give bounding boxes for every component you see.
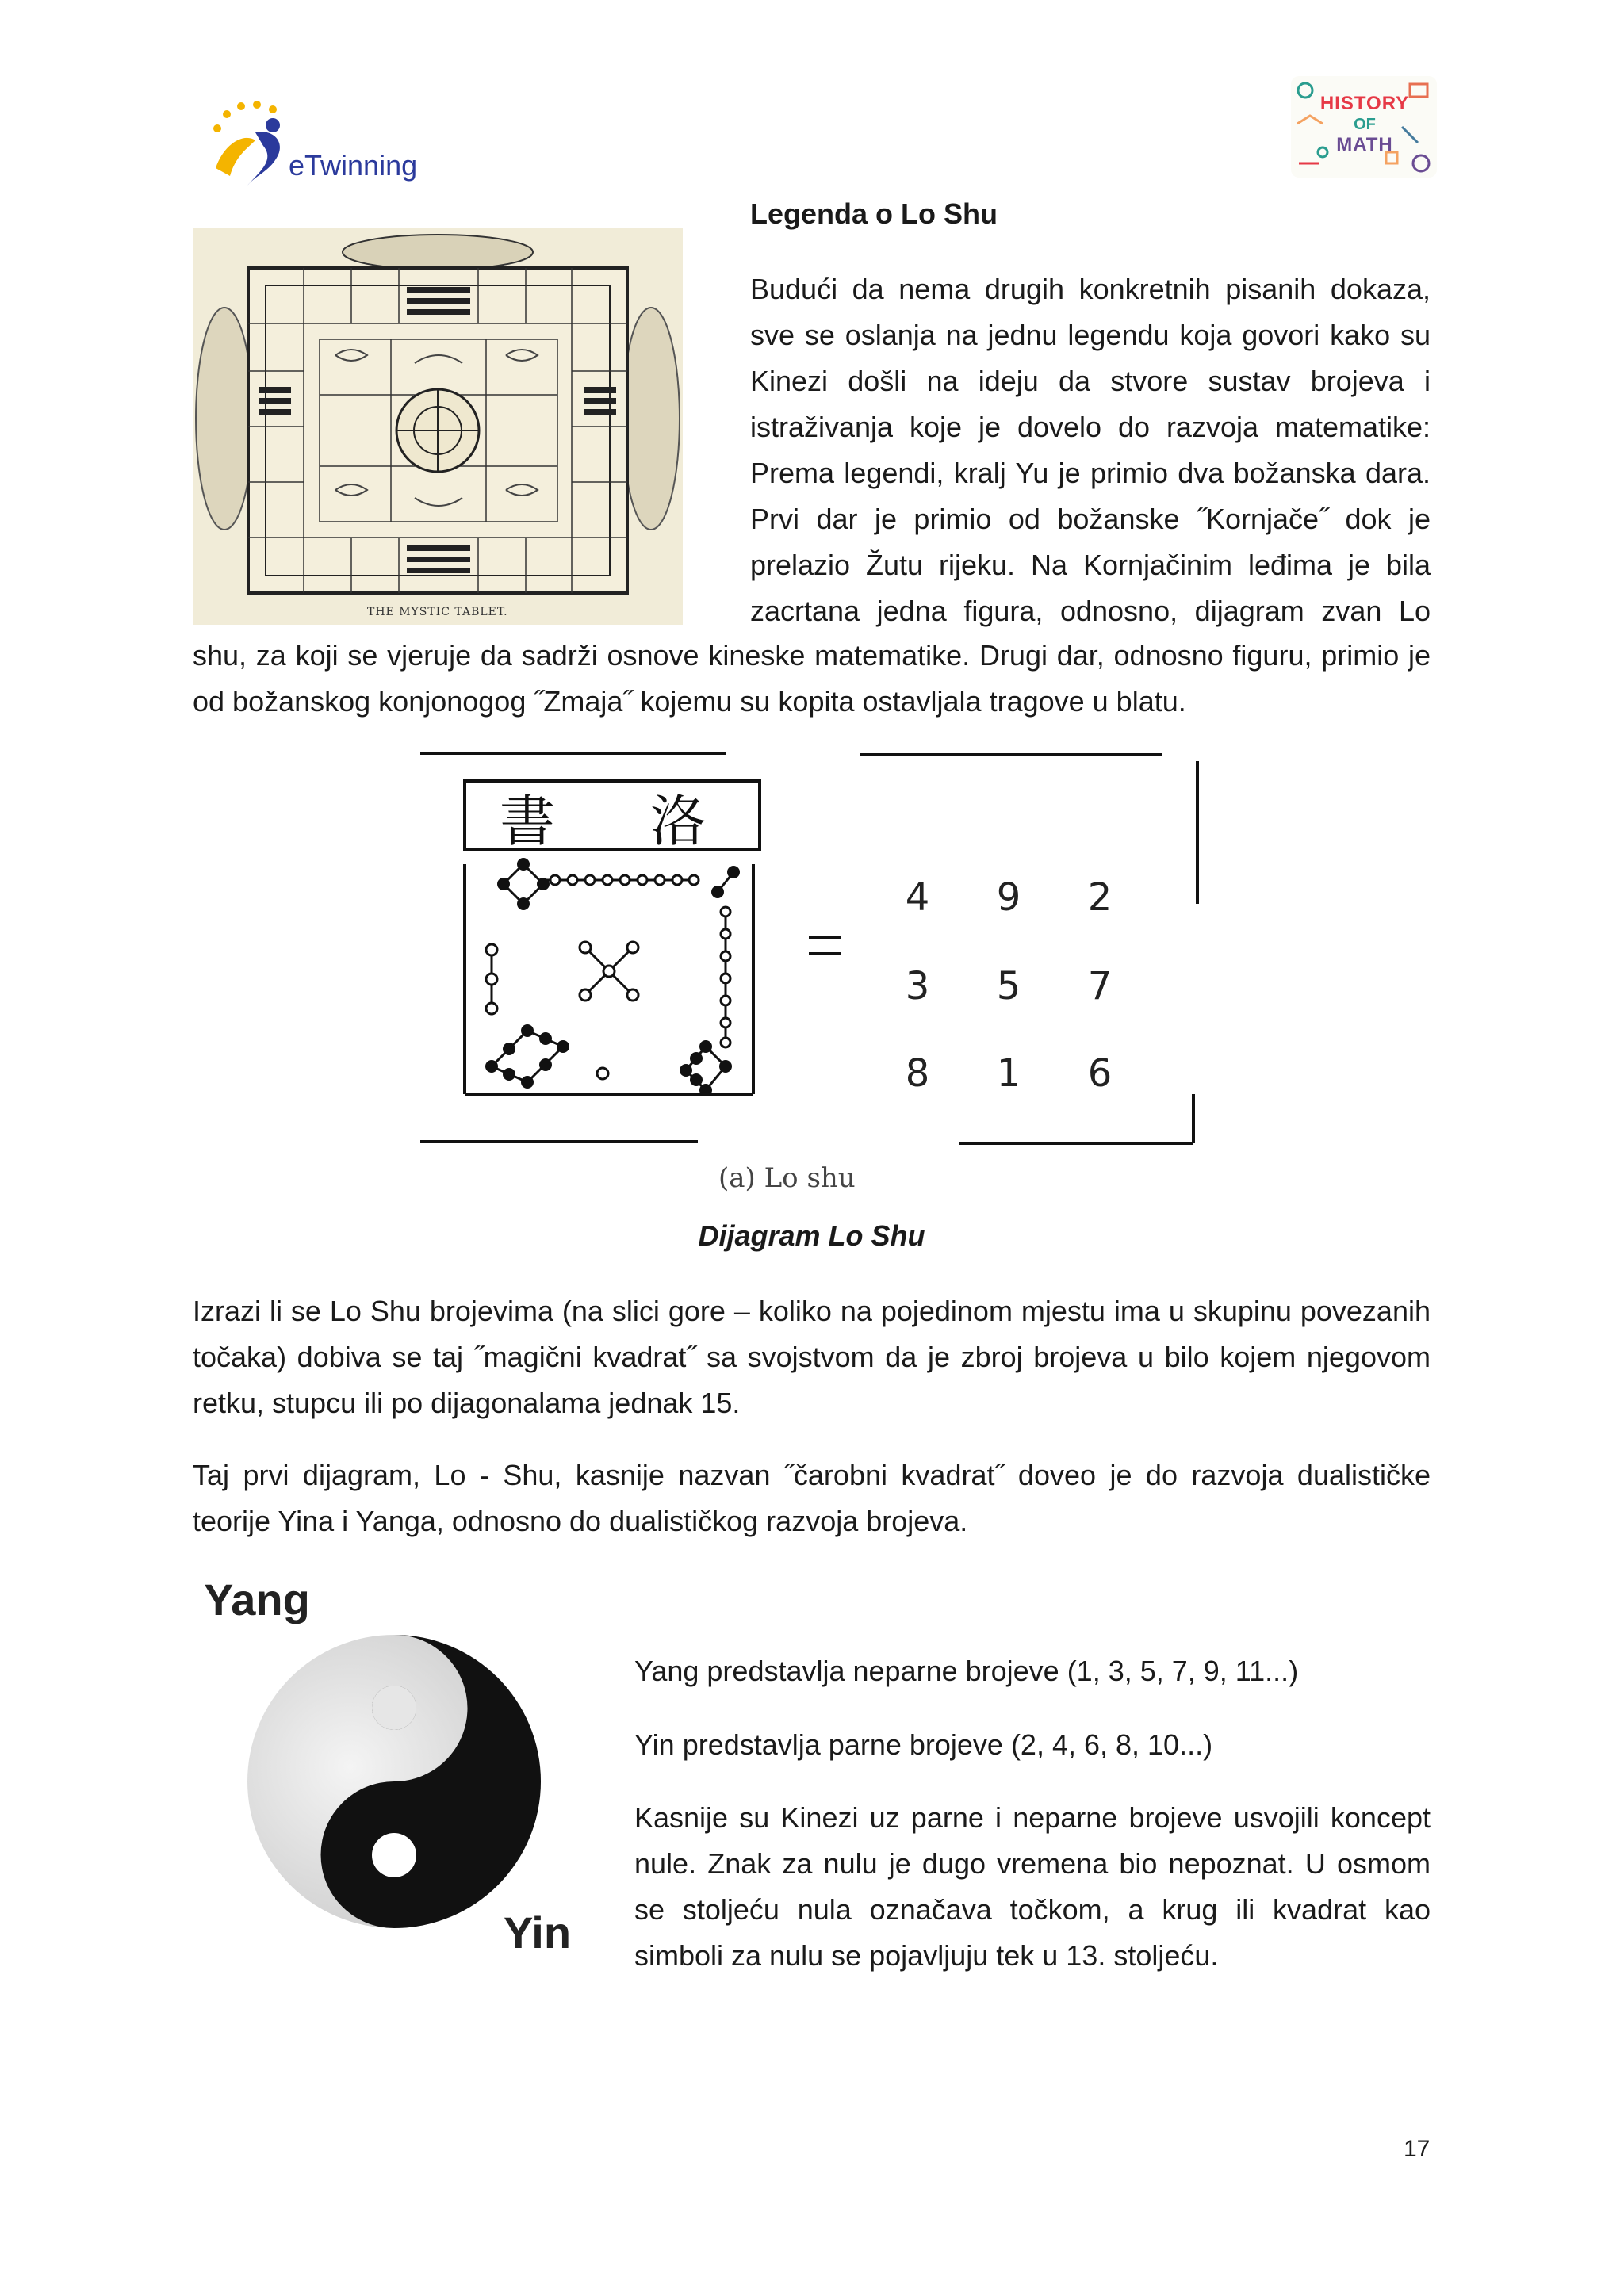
paragraph-magic-square: Izrazi li se Lo Shu brojevima (na slici gore – koliko na pojedinom mjestu ima u skupinu povezanih točaka) dobiva se taj ˝magični kvadrat˝ sa svojstvom da je zbroj brojeva u bilo kojem njegovom retku, stupcu ili po dijagonalama jednak 15.: [193, 1295, 1431, 1419]
magic-square-grid: [906, 875, 1113, 1096]
magic-square-cell: 6: [1087, 1051, 1113, 1096]
magic-square-cell: 1: [996, 1051, 1021, 1096]
intro-line: Kinezi došli na ideju da stvore sustav brojeva i: [750, 365, 1431, 397]
mystic-tablet-image: [193, 228, 683, 625]
intro-line: Budući da nema drugih konkretnih pisanih dokaza,: [750, 273, 1431, 305]
yin-yang-icon: [243, 1631, 545, 1932]
lo-shu-diagram: [412, 745, 1205, 1205]
yin-yang-image: [193, 1574, 589, 1970]
intro-line: Prvi dar je primio od božanske ˝Kornjače˝ dok je: [750, 503, 1431, 535]
intro-line: istraživanja koje je dovelo do razvoja matematike:: [750, 411, 1431, 443]
intro-line: Prema legendi, kralj Yu je primio dva božanska dara.: [750, 457, 1431, 489]
chinese-char-2: 洛: [650, 789, 706, 854]
magic-square-cell: 5: [996, 964, 1021, 1008]
mystic-tablet-caption: THE MYSTIC TABLET.: [367, 606, 508, 618]
intro-line: zacrtana jedna figura, odnosno, dijagram zvan Lo: [750, 595, 1431, 627]
history-logo-line-3: MATH: [1336, 134, 1393, 155]
magic-square-cell: 3: [905, 964, 930, 1008]
lo-shu-drawing: [412, 745, 1205, 1205]
page-number: 17: [1404, 2136, 1431, 2162]
paragraph-yin-yang-theory: Taj prvi dijagram, Lo - Shu, kasnije nazvan ˝čarobni kvadrat˝ doveo je do razvoja dualističke teorije Yina i Yanga, odnosno do dualističkog razvoja brojeva.: [193, 1459, 1431, 1537]
magic-square-cell: 7: [1087, 964, 1113, 1008]
chinese-char-1: 書: [500, 789, 555, 854]
intro-text-block: [750, 266, 1431, 634]
lo-shu-sublabel: (a) Lo shu: [718, 1162, 856, 1194]
lo-shu-caption: Dijagram Lo Shu: [698, 1219, 925, 1252]
history-logo-line-2: OF: [1354, 116, 1376, 133]
history-of-math-logo: [1291, 76, 1437, 178]
magic-square-cell: 9: [996, 875, 1021, 920]
magic-square-cell: 2: [1087, 875, 1113, 920]
yang-label: Yang: [204, 1575, 310, 1624]
mystic-tablet-drawing: [193, 228, 683, 625]
etwinning-logo-text: eTwinning: [289, 149, 418, 182]
etwinning-logo: [200, 97, 438, 192]
yin-label: Yin: [504, 1908, 572, 1957]
intro-line: prelazio Žutu rijeku. Na Kornjačinim leđima je bila: [750, 549, 1431, 581]
magic-square-cell: 8: [905, 1051, 930, 1096]
section-title: Legenda o Lo Shu: [750, 197, 998, 230]
yang-description: Yang predstavlja neparne brojeve (1, 3, 5, 7, 9, 11...): [634, 1655, 1299, 1687]
history-logo-line-1: HISTORY: [1320, 93, 1410, 114]
zero-concept-text: Kasnije su Kinezi uz parne i neparne brojeve usvojili koncept nule. Znak za nulu je dugo vremena bio nepoznat. U osmom se stoljeću nula označava točkom, a krug ili kvadrat kao simboli za nulu se pojavljuju tek u 13. stoljeću.: [634, 1801, 1431, 1972]
intro-continued: shu, za koji se vjeruje da sadrži osnove kineske matematike. Drugi dar, odnosno figuru, primio je od božanskog konjonogog ˝Zmaja˝ kojemu su kopita ostavljala tragove u blatu.: [193, 639, 1431, 718]
yin-description: Yin predstavlja parne brojeve (2, 4, 6, 8, 10...): [634, 1728, 1213, 1761]
magic-square-cell: 4: [905, 875, 930, 920]
intro-line: sve se oslanja na jednu legendu koja govori kako su: [750, 319, 1431, 351]
